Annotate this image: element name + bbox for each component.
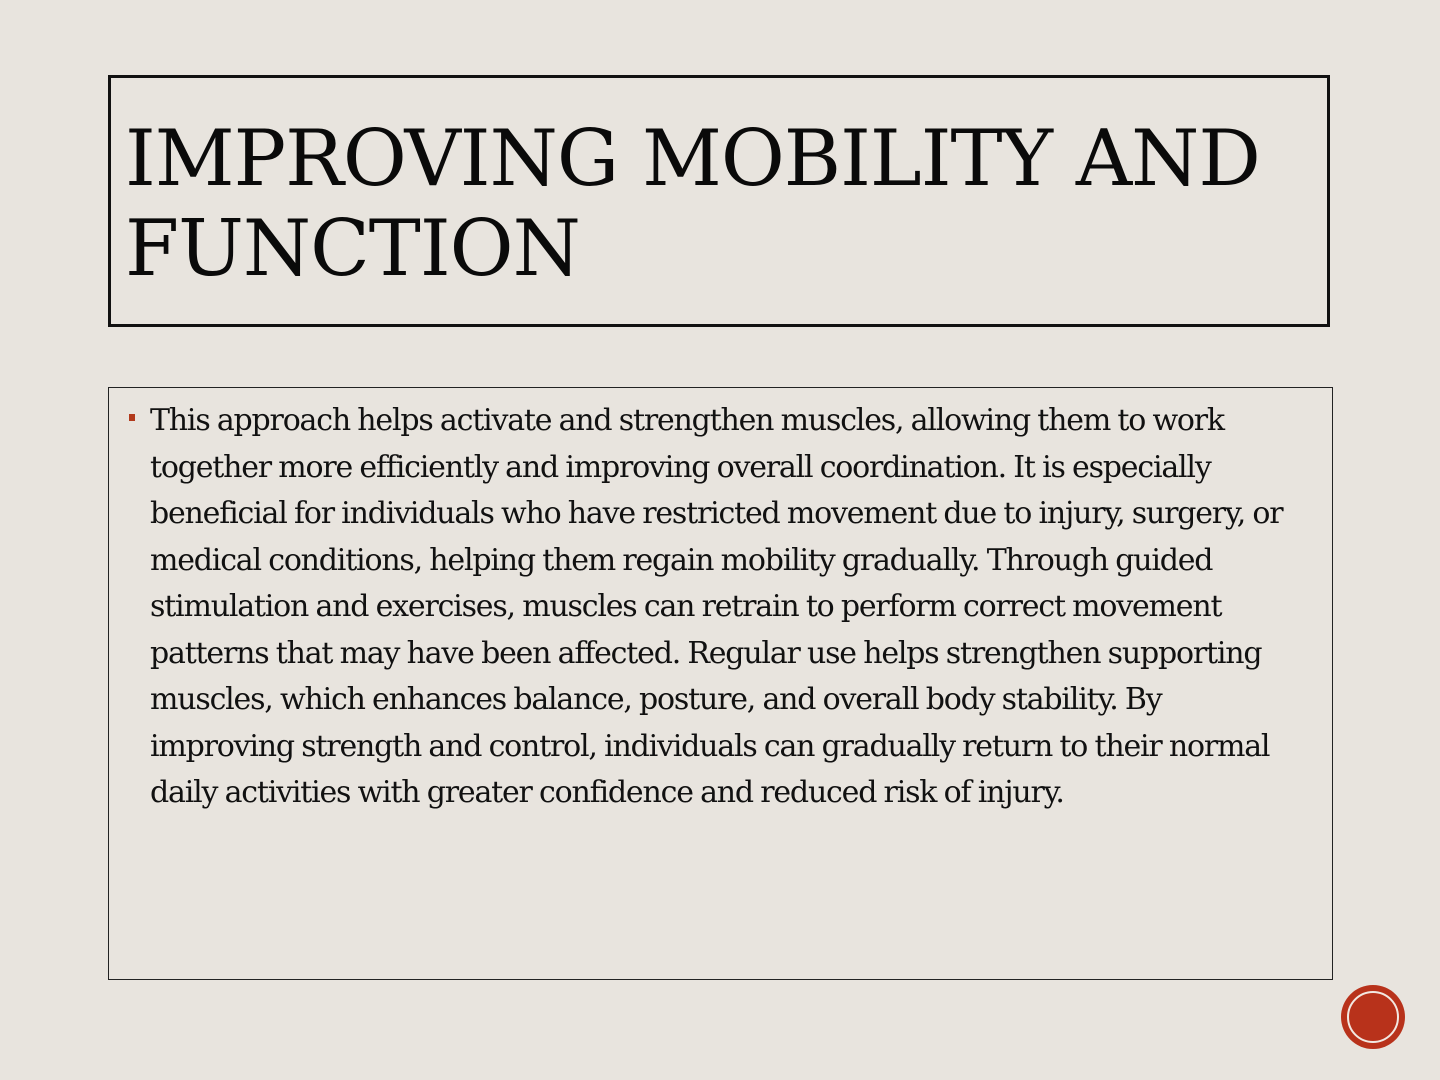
slide-title (125, 114, 1260, 294)
slide-title-line-2: FUNCTION (125, 204, 580, 294)
title-placeholder (108, 75, 1330, 327)
bullet-text: This approach helps activate and strengthen muscles, allowing them to work together more efficiently and improving overall coordination. It is especially beneficial for individuals who have restricted movement due to injury, surgery, or medical conditions, helping them regain mobility gradually. Through guided stimulation and exercises, muscles can retrain to perform correct movement patterns that may have been affected. Regular use helps strengthen supporting muscles, which enhances balance, posture, and overall body stability. By improving strength and control, individuals can gradually return to their normal daily activities with greater confidence and reduced risk of injury. (150, 403, 1283, 810)
circle-button-icon (1347, 991, 1399, 1043)
content-placeholder (108, 387, 1333, 980)
slide-nav-button[interactable] (1341, 985, 1405, 1049)
slide-title-line-1: IMPROVING MOBILITY AND (125, 114, 1260, 204)
square-bullet-icon (129, 414, 135, 421)
